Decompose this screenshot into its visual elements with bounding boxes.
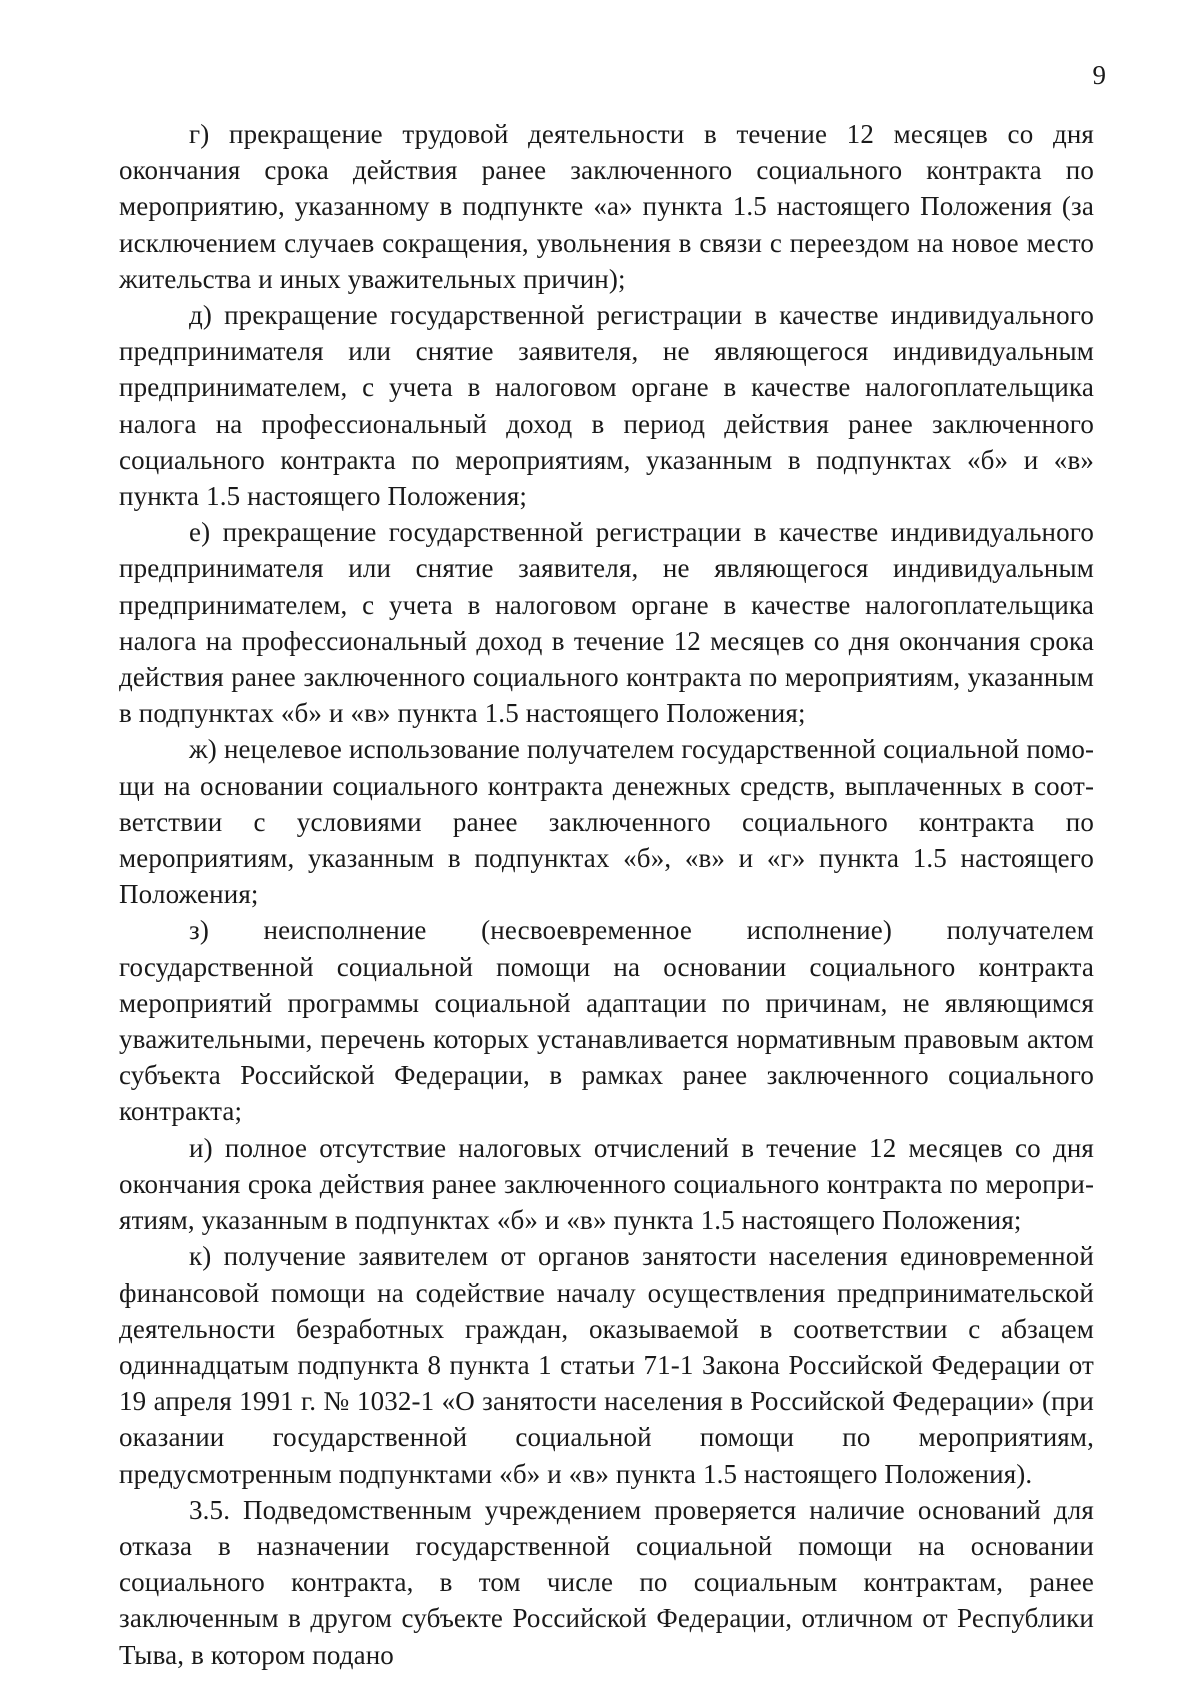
paragraph-d: д) прекращение государственной регистрации в качестве индивидуального предпринимателя или снятие заявителя, не являющегося индивидуальным предпринимателем, с учета в налоговом органе в качестве налогоплательщика налога на профессиональный доход в период действия ранее заключенного социального контракта по мероприятиям, указанным в подпунктах «б» и «в» пункта 1.5 настоящего Положения; [119,300,1094,512]
paragraph-z: з) неисполнение (несвоевременное исполнение) получателем государственной социальной помощи на основании социального контракта мероприятий программы социальной адаптации по причинам, не являющимся уважительными, перечень которых устанавливается нормативным правовым актом субъекта Российской Федерации, в рамках ранее заключенного социального контракта; [119,915,1094,1127]
paragraph-k: к) получение заявителем от органов занятости населения единовременной финансовой помощи на содействие началу осуществления предпринимательской деятельности безработных граждан, оказываемой в соответствии с абзацем одиннадцатым подпункта 8 пункта 1 статьи 71-1 Закона Российской Федерации от 19 апреля 1991 г. № 1032-1 «О занятости населения в Российской Федерации» (при оказании государственной социальной помощи по мероприятиям, предусмотренным подпунктами «б» и «в» пункта 1.5 настоящего Положения). [119,1241,1094,1489]
paragraph-e: е) прекращение государственной регистрации в качестве индивидуального предпринимателя или снятие заявителя, не являющегося индивидуальным предпринимателем, с учета в налоговом органе в качестве налогоплательщика налога на профессиональный доход в течение 12 месяцев со дня окончания срока действия ранее заключенного социального контракта по мероприятиям, указанным в подпунктах «б» и «в» пункта 1.5 настоящего Положения; [119,517,1094,729]
document-body [119,116,1094,1673]
paragraph-zh: ж) нецелевое использование получателем государственной социальной помощи на основании социального контракта денежных средств, выплаченных в соответствии с условиями ранее заключенного социального контракта по мероприятиям, указанным в подпунктах «б», «в» и «г» пункта 1.5 настоящего Положения; [119,734,1094,910]
paragraph-g: г) прекращение трудовой деятельности в течение 12 месяцев со дня окончания срока действия ранее заключенного социального контракта по мероприятию, указанному в подпункте «а» пункта 1.5 настоящего Положения (за исключением случаев сокращения, увольнения в связи с переездом на новое место жительства и иных уважительных причин); [119,119,1094,294]
paragraph-3-5: 3.5. Подведомственным учреждением проверяется наличие оснований для отказа в назначении государственной социальной помощи на основании социального контракта, в том числе по социальным контрактам, ранее заключенным в другом субъекте Российской Федерации, отличном от Республики Тыва, в котором подано [119,1494,1094,1670]
page-number: 9 [1092,60,1106,90]
paragraph-i: и) полное отсутствие налоговых отчислений в течение 12 месяцев со дня окончания срока действия ранее заключенного социального контракта по мероприятиям, указанным в подпунктах «б» и «в» пункта 1.5 настоящего Положения; [119,1132,1094,1236]
